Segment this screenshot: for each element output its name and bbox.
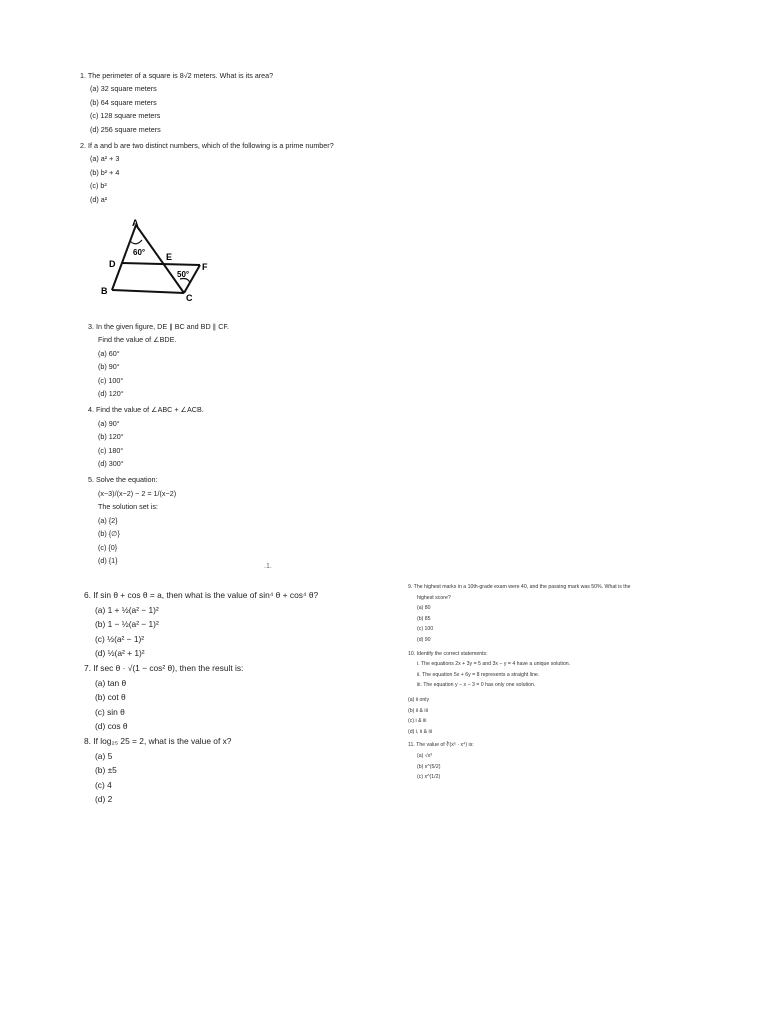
option: (d) cos θ	[95, 721, 128, 732]
question-11: 11. The value of ∛(x⁵ · x⁴) is:	[408, 742, 474, 749]
option: (a) {2}	[98, 515, 118, 525]
option: (a) 60°	[98, 348, 120, 358]
question-5-sub: The solution set is:	[98, 502, 158, 512]
question-5: 5. Solve the equation:	[88, 475, 158, 485]
angle-a-label: 60°	[133, 248, 146, 257]
option: (c) 100	[417, 626, 434, 633]
segment-ac	[136, 225, 184, 293]
label-a: A	[132, 218, 139, 228]
label-e: E	[166, 252, 173, 262]
question-6: 6. If sin θ + cos θ = a, then what is the value of sin⁴ θ + cos⁴ θ?	[84, 590, 319, 600]
geometry-figure	[100, 215, 220, 305]
option: (d) 2	[95, 794, 113, 805]
option: (a) 5	[95, 750, 113, 761]
option: (b) {∅}	[98, 529, 120, 539]
option: (c) i & iii	[408, 718, 427, 725]
option: (d) 256 square meters	[90, 124, 161, 134]
question-2: 2. If a and b are two distinct numbers, which of the following is a prime number?	[80, 141, 334, 151]
angle-arc-a	[130, 240, 142, 244]
option: (b) cot θ	[95, 692, 126, 703]
option: (b) 1 − ½(a² − 1)²	[95, 619, 159, 630]
option: (c) {0}	[98, 542, 118, 552]
option: (c) 180°	[98, 445, 124, 455]
option: (c) x^(1/2)	[417, 774, 441, 781]
angle-c-label: 50°	[177, 270, 190, 279]
angle-arc-c	[180, 279, 190, 284]
statement: ii. The equation 5x + 6y = 8 represents a straight line.	[417, 671, 540, 678]
statement: iii. The equation y − x − 3 = 0 has only one solution.	[417, 682, 536, 689]
label-d: D	[109, 259, 116, 269]
option: (a) 32 square meters	[90, 84, 157, 94]
option: (b) 85	[417, 615, 431, 622]
question-block-2	[88, 320, 229, 567]
option: (a) 90°	[98, 418, 120, 428]
option: (d) 90	[417, 636, 431, 643]
segment-bc	[112, 290, 184, 293]
question-block-4	[408, 582, 631, 783]
question-9: 9. The highest marks in a 10th-grade exam were 40, and the passing mark was 50%. What is the	[408, 584, 631, 590]
option: (c) b²	[90, 181, 107, 191]
option: (b) b² + 4	[90, 167, 120, 177]
option: (c) sin θ	[95, 706, 125, 717]
option: (b) x^(5/2)	[417, 763, 441, 770]
option: (a) 80	[417, 605, 431, 612]
option: (d) 120°	[98, 389, 124, 399]
question-block-1	[80, 69, 334, 206]
question-1: 1. The perimeter of a square is 8√2 meters. What is its area?	[80, 71, 274, 80]
option: (c) 100°	[98, 375, 124, 385]
statement: i. The equations 2x + 3y = 5 and 3x − y = 4 have a unique solution.	[417, 661, 571, 668]
question-block-3	[84, 588, 318, 807]
question-10: 10. Identify the correct statements:	[408, 650, 488, 657]
option: (b) 64 square meters	[90, 97, 157, 107]
option: (d) ½(a² + 1)²	[95, 648, 145, 659]
option: (a) a² + 3	[90, 154, 120, 164]
option: (d) a²	[90, 194, 108, 204]
segment-df	[122, 263, 200, 265]
question-4: 4. Find the value of ∠ABC + ∠ACB.	[88, 405, 204, 415]
option: (a) 1 + ½(a² − 1)²	[95, 604, 159, 615]
option: (b) ±5	[95, 765, 117, 776]
page-mark: .1.	[264, 563, 272, 570]
option: (a) tan θ	[95, 677, 127, 688]
label-b: B	[101, 286, 108, 296]
question-3-sub: Find the value of ∠BDE.	[98, 335, 177, 345]
label-c: C	[186, 293, 193, 303]
question-7: 7. If sec θ · √(1 − cos² θ), then the result is:	[84, 662, 244, 673]
option: (d) {1}	[98, 555, 118, 565]
option: (c) ½(a² − 1)²	[95, 633, 145, 644]
question-9-cont: highest score?	[417, 594, 451, 601]
option: (b) ii & iii	[408, 707, 428, 714]
equation: (x−3)/(x−2) − 2 = 1/(x−2)	[98, 488, 177, 498]
option: (c) 4	[95, 779, 112, 790]
option: (b) 90°	[98, 362, 120, 372]
option: (a) ii only	[408, 696, 430, 703]
question-8: 8. If log₂₅ 25 = 2, what is the value of x?	[84, 735, 232, 746]
label-f: F	[202, 262, 208, 272]
option: (c) 128 square meters	[90, 111, 161, 121]
option: (a) √x³	[417, 752, 432, 759]
option: (d) 300°	[98, 459, 124, 469]
option: (d) i, ii & iii	[408, 728, 432, 735]
question-3: 3. In the given figure, DE ∥ BC and BD ∥ CF.	[88, 322, 230, 331]
option: (b) 120°	[98, 432, 124, 442]
